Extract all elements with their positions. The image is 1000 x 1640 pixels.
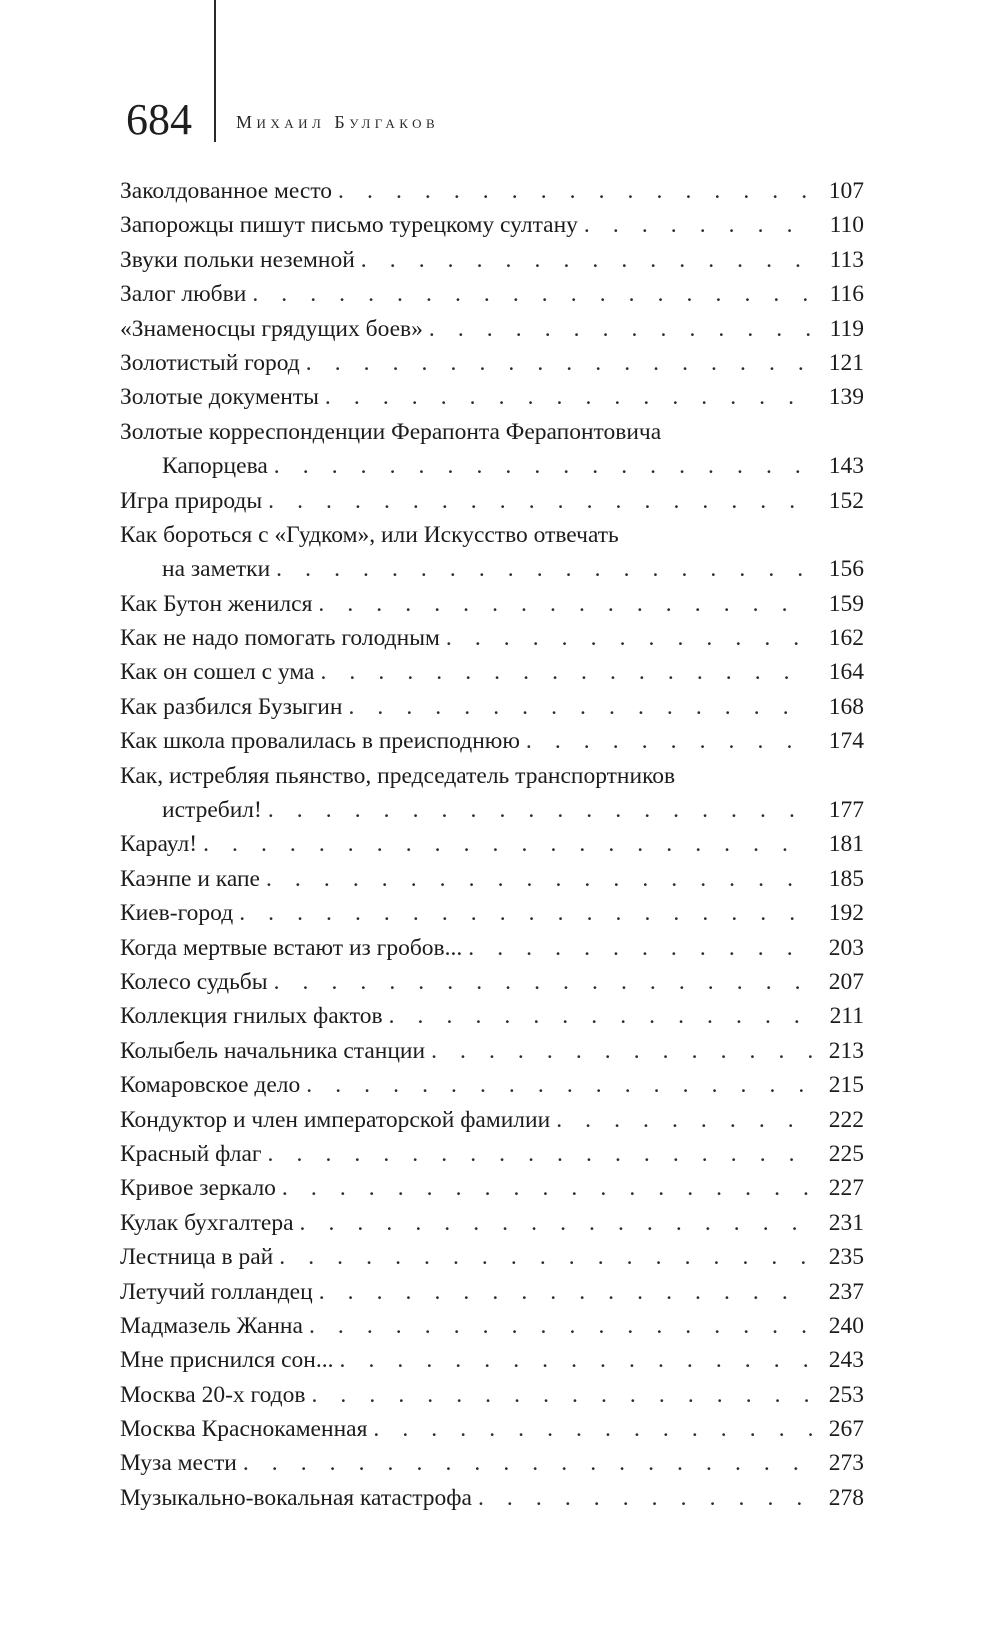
toc-entry-line xyxy=(120,1378,864,1412)
toc-entry-line xyxy=(120,346,864,380)
toc-entry-page: 243 xyxy=(828,1347,864,1374)
toc-entry xyxy=(120,724,864,758)
toc-entry xyxy=(120,1412,864,1446)
toc-entry-page: 156 xyxy=(828,556,864,583)
toc-entry-title: Москва 20-х годов xyxy=(120,1381,306,1408)
toc-entry xyxy=(120,1206,864,1240)
toc-entry xyxy=(120,208,864,242)
dot-leader xyxy=(243,1446,812,1480)
toc-entry xyxy=(120,759,864,828)
toc-entry xyxy=(120,587,864,621)
toc-entry xyxy=(120,1068,864,1102)
toc-entry-line xyxy=(120,587,864,621)
toc-entry xyxy=(120,518,864,587)
toc-entry-title: Музыкально-вокальная катастрофа xyxy=(120,1484,472,1511)
dot-leader xyxy=(252,277,812,311)
toc-entry xyxy=(120,380,864,414)
toc-entry xyxy=(120,277,864,311)
dot-leader xyxy=(468,931,812,965)
dot-leader xyxy=(389,999,812,1033)
toc-entry xyxy=(120,1034,864,1068)
toc-entry xyxy=(120,415,864,484)
toc-entry-line xyxy=(120,277,864,311)
toc-entry-title: Муза мести xyxy=(120,1450,237,1477)
dot-leader xyxy=(268,793,812,827)
toc-entry-continuation-line xyxy=(120,449,864,483)
dot-leader xyxy=(361,243,812,277)
toc-entry-page: 116 xyxy=(829,281,864,308)
toc-entry-line xyxy=(120,1137,864,1171)
dot-leader xyxy=(446,621,812,655)
toc-entry-page: 107 xyxy=(828,178,864,204)
toc-entry-title: на заметки xyxy=(162,556,271,583)
toc-entry-title: Каэнпе и капе xyxy=(120,865,260,892)
toc-entry-title: Игра природы xyxy=(120,487,263,514)
dot-leader xyxy=(431,1034,812,1068)
dot-leader xyxy=(274,449,812,483)
toc-entry xyxy=(120,621,864,655)
toc-entry-line xyxy=(120,1240,864,1274)
toc-entry-title: Как Бутон женился xyxy=(120,590,313,617)
toc-entry-line xyxy=(120,208,864,242)
toc-entry-title: Коллекция гнилых фактов xyxy=(120,1003,383,1030)
toc-entry xyxy=(120,1481,864,1515)
toc-entry-title: Как не надо помогать голодным xyxy=(120,625,440,652)
toc-entry-page: 235 xyxy=(828,1244,864,1271)
page-number: 684 xyxy=(126,95,192,144)
dot-leader xyxy=(309,1309,812,1343)
toc-entry-line xyxy=(120,1309,864,1343)
toc-entry-line xyxy=(120,243,864,277)
toc-entry-line xyxy=(120,484,864,518)
running-head-author: Михаил Булгаков xyxy=(236,112,440,132)
toc-entry-title: истребил! xyxy=(162,797,262,824)
toc-entry xyxy=(120,1343,864,1377)
toc-entry-line xyxy=(120,1481,864,1515)
toc-entry-page: 139 xyxy=(828,384,864,411)
toc-entry-line xyxy=(120,1206,864,1240)
toc-entry-title: Лестница в рай xyxy=(120,1244,274,1271)
toc-entry-page: 143 xyxy=(828,453,864,480)
toc-entry xyxy=(120,655,864,689)
toc-entry-page: 159 xyxy=(828,590,864,617)
toc-entry-page: 119 xyxy=(829,315,864,342)
toc-entry-title: Как бороться с «Гудком», или Искусство отвечать xyxy=(120,521,619,548)
dot-leader xyxy=(306,346,812,380)
toc-entry-page: 168 xyxy=(828,693,864,720)
dot-leader xyxy=(282,1171,812,1205)
toc-entry-line xyxy=(120,862,864,896)
dot-leader xyxy=(268,484,812,518)
toc-entry-line xyxy=(120,896,864,930)
dot-leader xyxy=(274,965,812,999)
toc-entry xyxy=(120,1171,864,1205)
toc-entry-title: Как разбился Бузыгин xyxy=(120,693,343,720)
toc-entry-title: Золотые корреспонденции Ферапонта Ферапонтовича xyxy=(120,418,662,445)
toc-entry-page: 110 xyxy=(829,212,864,239)
toc-entry-title: Как он сошел с ума xyxy=(120,659,315,686)
dot-leader xyxy=(268,1137,812,1171)
dot-leader xyxy=(325,380,812,414)
toc-entry xyxy=(120,1103,864,1137)
toc-entry-title: Золотистый город xyxy=(120,349,300,376)
toc-entry-title: Капорцева xyxy=(162,453,268,480)
toc-entry xyxy=(120,174,864,208)
toc-entry xyxy=(120,346,864,380)
dot-leader xyxy=(338,174,812,208)
toc-entry-title: Летучий голландец xyxy=(120,1278,313,1305)
toc-entry xyxy=(120,827,864,861)
toc-entry-line xyxy=(120,1068,864,1102)
dot-leader xyxy=(584,208,812,242)
toc-entry-page: 181 xyxy=(828,831,864,858)
toc-entry-title: Колесо судьбы xyxy=(120,968,268,995)
toc-entry-title: Золотые документы xyxy=(120,384,319,411)
toc-entry-title: Заколдованное место xyxy=(120,178,333,204)
toc-entry xyxy=(120,1446,864,1480)
toc-entry-continuation-line xyxy=(120,793,864,827)
toc-entry xyxy=(120,999,864,1033)
toc-entry-page: 273 xyxy=(828,1450,864,1477)
toc-entry-line xyxy=(120,1034,864,1068)
toc-entry xyxy=(120,1240,864,1274)
toc-entry-line xyxy=(120,518,864,552)
toc-entry-page: 215 xyxy=(828,1072,864,1099)
toc-entry-page: 278 xyxy=(828,1484,864,1511)
toc-entry-title: Когда мертвые встают из гробов... xyxy=(120,934,463,961)
toc-entry-title: Кулак бухгалтера xyxy=(120,1209,294,1236)
toc-entry xyxy=(120,896,864,930)
toc-entry-page: 253 xyxy=(828,1381,864,1408)
toc-entry-title: Караул! xyxy=(120,831,198,858)
dot-leader xyxy=(279,1240,812,1274)
toc-entry-page: 213 xyxy=(828,1037,864,1064)
toc-entry-page: 185 xyxy=(828,865,864,892)
toc-entry-title: Красный флаг xyxy=(120,1140,262,1167)
table-of-contents xyxy=(120,174,864,1515)
dot-leader xyxy=(556,1103,812,1137)
toc-entry-page: 222 xyxy=(828,1106,864,1133)
toc-entry-page: 237 xyxy=(828,1278,864,1305)
toc-entry-line xyxy=(120,415,864,449)
toc-entry-page: 225 xyxy=(828,1140,864,1167)
toc-entry-title: Кривое зеркало xyxy=(120,1175,276,1202)
toc-entry-title: Залог любви xyxy=(120,281,247,308)
toc-entry-line xyxy=(120,655,864,689)
dot-leader xyxy=(311,1378,812,1412)
dot-leader xyxy=(203,827,812,861)
toc-entry xyxy=(120,1378,864,1412)
toc-entry-line xyxy=(120,827,864,861)
toc-entry-line xyxy=(120,931,864,965)
dot-leader xyxy=(320,655,812,689)
toc-entry-page: 203 xyxy=(828,934,864,961)
dot-leader xyxy=(276,552,812,586)
toc-entry xyxy=(120,690,864,724)
toc-entry-title: Колыбель начальника станции xyxy=(120,1037,426,1064)
toc-entry-line xyxy=(120,621,864,655)
toc-entry-line xyxy=(120,965,864,999)
dot-leader xyxy=(266,862,812,896)
dot-leader xyxy=(526,724,812,758)
toc-entry-page: 174 xyxy=(828,728,864,755)
toc-entry xyxy=(120,312,864,346)
dot-leader xyxy=(306,1068,812,1102)
toc-entry xyxy=(120,965,864,999)
toc-entry-continuation-line xyxy=(120,552,864,586)
toc-entry-line xyxy=(120,999,864,1033)
dot-leader xyxy=(348,690,812,724)
toc-entry-title: Кондуктор и член императорской фамилии xyxy=(120,1106,551,1133)
toc-entry-line xyxy=(120,380,864,414)
toc-entry xyxy=(120,484,864,518)
dot-leader xyxy=(429,312,812,346)
toc-entry-line xyxy=(120,1412,864,1446)
toc-entry-title: Мне приснился сон... xyxy=(120,1347,334,1374)
toc-entry xyxy=(120,1309,864,1343)
toc-entry-title: Запорожцы пишут письмо турецкому султану xyxy=(120,212,578,239)
toc-entry-title: Киев-город xyxy=(120,900,234,927)
dot-leader xyxy=(239,896,812,930)
toc-entry-title: Как, истребляя пьянство, председатель транспортников xyxy=(120,762,676,789)
dot-leader xyxy=(318,587,812,621)
toc-entry-page: 227 xyxy=(828,1175,864,1202)
toc-entry xyxy=(120,862,864,896)
toc-entry-line xyxy=(120,759,864,793)
dot-leader xyxy=(300,1206,812,1240)
header-divider xyxy=(214,0,216,142)
dot-leader xyxy=(340,1343,813,1377)
toc-entry-title: Москва Краснокаменная xyxy=(120,1416,368,1443)
toc-entry xyxy=(120,243,864,277)
toc-entry xyxy=(120,1275,864,1309)
toc-entry-page: 211 xyxy=(829,1003,864,1030)
toc-entry-title: Комаровское дело xyxy=(120,1072,301,1099)
dot-leader xyxy=(319,1275,812,1309)
toc-entry-line xyxy=(120,1343,864,1377)
toc-entry-page: 113 xyxy=(829,246,864,273)
toc-entry-title: «Знаменосцы грядущих боев» xyxy=(120,315,423,342)
toc-entry-line xyxy=(120,1275,864,1309)
toc-entry-page: 267 xyxy=(828,1416,864,1443)
dot-leader xyxy=(373,1412,812,1446)
toc-entry-line xyxy=(120,1103,864,1137)
toc-entry-page: 121 xyxy=(828,349,864,376)
toc-entry-page: 207 xyxy=(828,968,864,995)
toc-entry-line xyxy=(120,724,864,758)
toc-entry xyxy=(120,1137,864,1171)
toc-entry-line xyxy=(120,1446,864,1480)
toc-entry-title: Мадмазель Жанна xyxy=(120,1312,303,1339)
toc-entry-title: Звуки польки неземной xyxy=(120,246,355,273)
toc-entry-page: 177 xyxy=(828,797,864,824)
toc-entry-line xyxy=(120,1171,864,1205)
dot-leader xyxy=(478,1481,812,1515)
toc-entry-page: 192 xyxy=(828,900,864,927)
toc-entry-line xyxy=(120,174,864,208)
toc-entry-page: 152 xyxy=(828,487,864,514)
toc-entry-title: Как школа провалилась в преисподнюю xyxy=(120,728,520,755)
toc-entry-line xyxy=(120,312,864,346)
toc-entry-page: 162 xyxy=(828,625,864,652)
toc-entry-page: 164 xyxy=(828,659,864,686)
toc-entry xyxy=(120,931,864,965)
toc-entry-line xyxy=(120,690,864,724)
toc-entry-page: 231 xyxy=(828,1209,864,1236)
toc-entry-page: 240 xyxy=(828,1312,864,1339)
